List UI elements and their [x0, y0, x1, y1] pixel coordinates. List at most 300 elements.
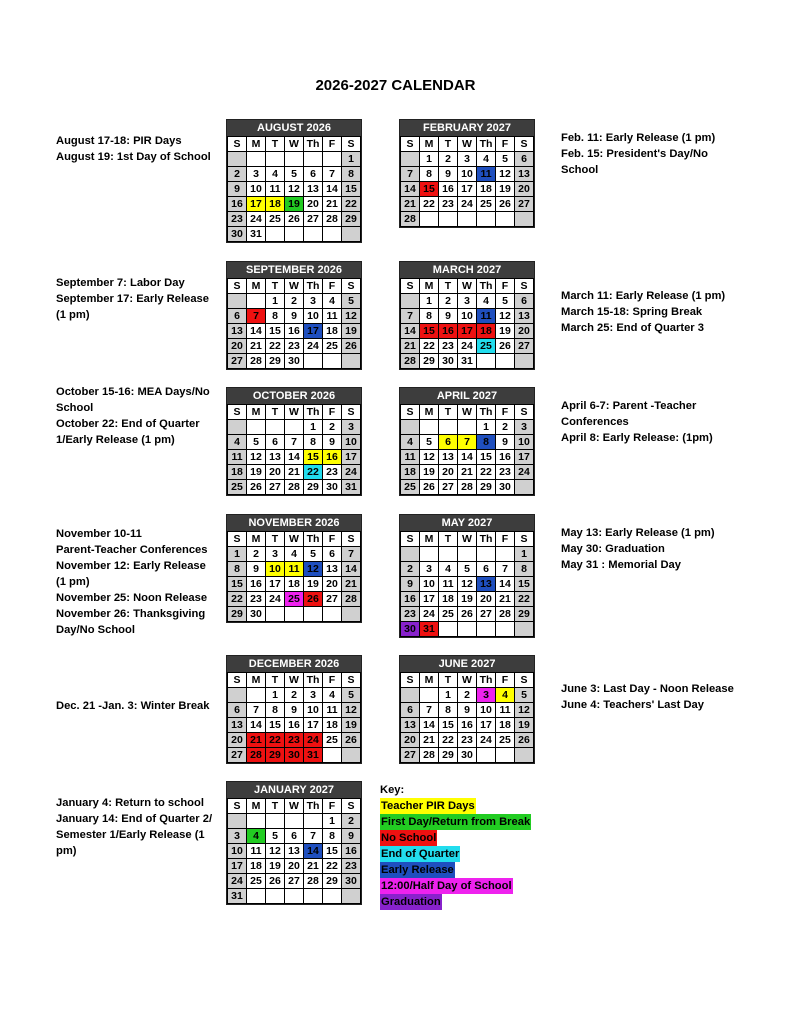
weekday-label: Th	[477, 405, 496, 420]
day-cell: 30	[247, 607, 266, 622]
weekday-label: F	[496, 532, 515, 547]
weekday-label: S	[342, 137, 361, 152]
day-cell: 4	[439, 562, 458, 577]
note-line: September 7: Labor Day	[56, 277, 185, 289]
weekday-label: S	[401, 673, 420, 688]
day-cell: 23	[247, 592, 266, 607]
day-cell: 25	[496, 733, 515, 748]
day-cell: 24	[458, 197, 477, 212]
empty-day-cell	[439, 547, 458, 562]
empty-day-cell	[515, 212, 534, 227]
day-cell: 5	[247, 435, 266, 450]
day-cell: 15	[323, 844, 342, 859]
day-cell: 30	[342, 874, 361, 889]
week-row	[228, 197, 361, 212]
empty-day-cell	[323, 607, 342, 622]
weekday-label: F	[323, 673, 342, 688]
day-cell: 28	[401, 354, 420, 369]
day-cell: 4	[228, 435, 247, 450]
week-row	[228, 309, 361, 324]
week-row	[228, 294, 361, 309]
day-cell: 21	[342, 577, 361, 592]
month-title: JUNE 2027	[400, 656, 534, 672]
day-cell: 17	[342, 450, 361, 465]
day-cell: 5	[304, 547, 323, 562]
month-title: AUGUST 2026	[227, 120, 361, 136]
month-title: OCTOBER 2026	[227, 388, 361, 404]
day-cell: 13	[401, 718, 420, 733]
empty-day-cell	[266, 889, 285, 904]
day-cell: 20	[477, 592, 496, 607]
weekday-label: T	[266, 279, 285, 294]
day-cell: 29	[266, 354, 285, 369]
empty-day-cell	[323, 354, 342, 369]
day-cell: 13	[323, 562, 342, 577]
weekday-label: F	[323, 137, 342, 152]
empty-day-cell	[515, 622, 534, 637]
day-cell: 23	[323, 465, 342, 480]
month-title: MAY 2027	[400, 515, 534, 531]
day-cell: 17	[458, 182, 477, 197]
legend-label: 12:00/Half Day of School	[381, 880, 512, 892]
day-cell: 21	[496, 592, 515, 607]
day-cell: 30	[285, 354, 304, 369]
day-cell: 6	[477, 562, 496, 577]
weekday-label: S	[515, 279, 534, 294]
day-cell: 20	[439, 465, 458, 480]
weekday-label: S	[401, 137, 420, 152]
day-cell: 16	[228, 197, 247, 212]
day-cell: 8	[304, 435, 323, 450]
month-grid	[400, 136, 534, 227]
day-cell: 21	[458, 465, 477, 480]
empty-day-cell	[304, 354, 323, 369]
day-cell: 11	[439, 577, 458, 592]
note-line: January 14: End of Quarter 2/	[56, 813, 213, 825]
day-cell: 4	[477, 152, 496, 167]
note-line: (1 pm)	[56, 309, 90, 321]
month-title: SEPTEMBER 2026	[227, 262, 361, 278]
empty-day-cell	[304, 227, 323, 242]
week-row	[401, 294, 534, 309]
day-cell: 22	[439, 733, 458, 748]
day-cell: 6	[228, 703, 247, 718]
weekday-label: T	[439, 137, 458, 152]
day-cell: 23	[496, 465, 515, 480]
weekday-label: Th	[304, 137, 323, 152]
day-cell: 3	[458, 152, 477, 167]
day-cell: 5	[285, 167, 304, 182]
day-cell: 20	[401, 733, 420, 748]
day-cell: 15	[304, 450, 323, 465]
note-line: November 12: Early Release	[56, 560, 206, 572]
day-cell: 19	[266, 859, 285, 874]
day-cell: 21	[285, 465, 304, 480]
weekday-label: F	[323, 532, 342, 547]
day-cell: 16	[496, 450, 515, 465]
day-cell: 1	[342, 152, 361, 167]
day-cell: 29	[477, 480, 496, 495]
empty-day-cell	[247, 420, 266, 435]
day-cell: 10	[420, 577, 439, 592]
note-line: March 25: End of Quarter 3	[561, 322, 704, 334]
day-cell: 8	[228, 562, 247, 577]
week-row	[401, 182, 534, 197]
day-cell: 21	[401, 339, 420, 354]
day-cell: 3	[304, 294, 323, 309]
day-cell: 23	[228, 212, 247, 227]
day-cell: 19	[420, 465, 439, 480]
day-cell: 22	[228, 592, 247, 607]
empty-day-cell	[401, 420, 420, 435]
month-grid	[400, 278, 534, 369]
day-cell: 11	[496, 703, 515, 718]
day-cell: 18	[323, 718, 342, 733]
day-cell: 24	[304, 733, 323, 748]
day-cell: 7	[304, 829, 323, 844]
empty-day-cell	[439, 622, 458, 637]
empty-day-cell	[247, 294, 266, 309]
empty-day-cell	[477, 547, 496, 562]
day-cell: 22	[323, 859, 342, 874]
weekday-header-row	[228, 137, 361, 152]
month-title: MARCH 2027	[400, 262, 534, 278]
empty-day-cell	[515, 354, 534, 369]
day-cell: 1	[515, 547, 534, 562]
empty-day-cell	[285, 889, 304, 904]
day-cell: 6	[401, 703, 420, 718]
weekday-label: W	[458, 532, 477, 547]
day-cell: 16	[458, 718, 477, 733]
day-cell: 14	[458, 450, 477, 465]
day-cell: 12	[420, 450, 439, 465]
day-cell: 13	[228, 718, 247, 733]
week-row	[401, 324, 534, 339]
day-cell: 2	[285, 688, 304, 703]
day-cell: 10	[342, 435, 361, 450]
weekday-label: S	[228, 137, 247, 152]
day-cell: 27	[477, 607, 496, 622]
day-cell: 17	[420, 592, 439, 607]
day-cell: 22	[266, 339, 285, 354]
day-cell: 21	[304, 859, 323, 874]
empty-day-cell	[477, 748, 496, 763]
day-cell: 12	[496, 309, 515, 324]
weekday-label: M	[247, 405, 266, 420]
empty-day-cell	[477, 622, 496, 637]
day-cell: 13	[304, 182, 323, 197]
day-cell: 27	[515, 339, 534, 354]
day-cell: 22	[342, 197, 361, 212]
day-cell: 24	[342, 465, 361, 480]
week-row	[228, 562, 361, 577]
day-cell: 2	[285, 294, 304, 309]
day-cell: 16	[247, 577, 266, 592]
empty-day-cell	[285, 152, 304, 167]
day-cell: 1	[420, 152, 439, 167]
weekday-label: T	[266, 137, 285, 152]
week-row	[228, 829, 361, 844]
empty-day-cell	[458, 420, 477, 435]
weekday-label: F	[496, 279, 515, 294]
day-cell: 30	[401, 622, 420, 637]
day-cell: 7	[496, 562, 515, 577]
day-cell: 20	[515, 324, 534, 339]
month-title: DECEMBER 2026	[227, 656, 361, 672]
note-line: 1/Early Release (1 pm)	[56, 434, 175, 446]
day-cell: 8	[266, 309, 285, 324]
day-cell: 14	[247, 324, 266, 339]
note-line: pm)	[56, 845, 77, 857]
note-line: August 17-18: PIR Days	[56, 135, 182, 147]
day-cell: 30	[323, 480, 342, 495]
notes-february	[561, 130, 715, 178]
day-cell: 17	[304, 718, 323, 733]
weekday-label: S	[515, 137, 534, 152]
day-cell: 15	[266, 324, 285, 339]
day-cell: 12	[342, 309, 361, 324]
day-cell: 18	[477, 182, 496, 197]
legend-item-no-school	[380, 830, 531, 846]
day-cell: 19	[496, 182, 515, 197]
note-line: September 17: Early Release	[56, 293, 209, 305]
day-cell: 15	[342, 182, 361, 197]
day-cell: 20	[285, 859, 304, 874]
legend-item-graduation	[380, 894, 531, 910]
week-row	[228, 465, 361, 480]
day-cell: 25	[323, 733, 342, 748]
day-cell: 28	[323, 212, 342, 227]
day-cell: 18	[439, 592, 458, 607]
weekday-header-row	[228, 532, 361, 547]
weekday-label: Th	[304, 673, 323, 688]
weekday-label: T	[266, 799, 285, 814]
day-cell: 30	[496, 480, 515, 495]
weekday-label: Th	[477, 532, 496, 547]
week-row	[401, 577, 534, 592]
day-cell: 8	[266, 703, 285, 718]
day-cell: 27	[439, 480, 458, 495]
day-cell: 16	[401, 592, 420, 607]
week-row	[401, 197, 534, 212]
day-cell: 11	[323, 703, 342, 718]
weekday-label: S	[342, 405, 361, 420]
day-cell: 30	[228, 227, 247, 242]
note-line: Semester 1/Early Release (1	[56, 829, 205, 841]
day-cell: 24	[477, 733, 496, 748]
day-cell: 4	[477, 294, 496, 309]
day-cell: 10	[266, 562, 285, 577]
note-line: School	[561, 164, 599, 176]
empty-day-cell	[228, 152, 247, 167]
day-cell: 22	[304, 465, 323, 480]
day-cell: 30	[439, 354, 458, 369]
empty-day-cell	[266, 227, 285, 242]
weekday-label: Th	[477, 137, 496, 152]
day-cell: 28	[458, 480, 477, 495]
weekday-header-row	[228, 673, 361, 688]
day-cell: 2	[401, 562, 420, 577]
empty-day-cell	[458, 622, 477, 637]
month-grid	[227, 404, 361, 495]
notes-june	[561, 681, 734, 713]
day-cell: 23	[401, 607, 420, 622]
empty-day-cell	[401, 547, 420, 562]
day-cell: 5	[342, 294, 361, 309]
calendar-october-2026	[226, 387, 362, 496]
empty-day-cell	[323, 227, 342, 242]
day-cell: 4	[285, 547, 304, 562]
day-cell: 4	[323, 688, 342, 703]
note-line: November 10-11	[56, 528, 142, 540]
legend-item-first-day	[380, 814, 531, 830]
legend-label: Graduation	[381, 896, 441, 908]
note-line: April 8: Early Release: (1pm)	[561, 432, 713, 444]
day-cell: 15	[420, 182, 439, 197]
day-cell: 26	[420, 480, 439, 495]
empty-day-cell	[420, 547, 439, 562]
day-cell: 12	[247, 450, 266, 465]
day-cell: 13	[439, 450, 458, 465]
weekday-label: M	[420, 279, 439, 294]
weekday-header-row	[401, 673, 534, 688]
weekday-label: M	[247, 279, 266, 294]
week-row	[228, 688, 361, 703]
weekday-label: T	[439, 279, 458, 294]
week-row	[228, 480, 361, 495]
day-cell: 11	[228, 450, 247, 465]
day-cell: 20	[266, 465, 285, 480]
weekday-label: M	[420, 532, 439, 547]
note-line: Feb. 15: President's Day/No	[561, 148, 708, 160]
empty-day-cell	[247, 814, 266, 829]
weekday-label: Th	[304, 799, 323, 814]
month-title: NOVEMBER 2026	[227, 515, 361, 531]
empty-day-cell	[285, 227, 304, 242]
day-cell: 19	[285, 197, 304, 212]
day-cell: 1	[266, 688, 285, 703]
month-grid	[400, 531, 534, 637]
week-row	[228, 814, 361, 829]
empty-day-cell	[342, 889, 361, 904]
note-line: March 11: Early Release (1 pm)	[561, 290, 726, 302]
empty-day-cell	[458, 547, 477, 562]
day-cell: 3	[304, 688, 323, 703]
day-cell: 1	[439, 688, 458, 703]
empty-day-cell	[496, 212, 515, 227]
week-row	[228, 435, 361, 450]
weekday-label: S	[228, 799, 247, 814]
day-cell: 10	[228, 844, 247, 859]
notes-september	[56, 275, 209, 323]
day-cell: 6	[515, 152, 534, 167]
month-grid	[227, 672, 361, 763]
day-cell: 27	[228, 748, 247, 763]
weekday-label: M	[247, 137, 266, 152]
empty-day-cell	[247, 688, 266, 703]
empty-day-cell	[439, 212, 458, 227]
week-row	[401, 212, 534, 227]
day-cell: 18	[477, 324, 496, 339]
day-cell: 14	[323, 182, 342, 197]
day-cell: 10	[458, 309, 477, 324]
week-row	[228, 339, 361, 354]
day-cell: 30	[458, 748, 477, 763]
day-cell: 27	[515, 197, 534, 212]
day-cell: 12	[515, 703, 534, 718]
week-row	[228, 748, 361, 763]
note-line: May 30: Graduation	[561, 543, 665, 555]
week-row	[401, 703, 534, 718]
day-cell: 2	[458, 688, 477, 703]
week-row	[401, 354, 534, 369]
day-cell: 5	[515, 688, 534, 703]
week-row	[401, 592, 534, 607]
day-cell: 15	[439, 718, 458, 733]
day-cell: 17	[247, 197, 266, 212]
weekday-label: T	[266, 532, 285, 547]
day-cell: 4	[266, 167, 285, 182]
day-cell: 18	[228, 465, 247, 480]
weekday-label: F	[496, 673, 515, 688]
empty-day-cell	[496, 622, 515, 637]
empty-day-cell	[228, 420, 247, 435]
day-cell: 6	[228, 309, 247, 324]
day-cell: 29	[515, 607, 534, 622]
empty-day-cell	[266, 420, 285, 435]
weekday-header-row	[228, 279, 361, 294]
day-cell: 11	[247, 844, 266, 859]
day-cell: 3	[515, 420, 534, 435]
notes-march	[561, 288, 725, 336]
empty-day-cell	[285, 814, 304, 829]
day-cell: 22	[420, 197, 439, 212]
day-cell: 9	[401, 577, 420, 592]
weekday-label: F	[323, 405, 342, 420]
day-cell: 2	[323, 420, 342, 435]
day-cell: 23	[439, 339, 458, 354]
day-cell: 4	[247, 829, 266, 844]
weekday-label: S	[228, 532, 247, 547]
week-row	[228, 718, 361, 733]
day-cell: 21	[247, 733, 266, 748]
legend-label: End of Quarter	[381, 848, 460, 860]
week-row	[401, 339, 534, 354]
empty-day-cell	[477, 354, 496, 369]
day-cell: 7	[401, 309, 420, 324]
day-cell: 9	[458, 703, 477, 718]
day-cell: 2	[439, 152, 458, 167]
week-row	[228, 844, 361, 859]
day-cell: 21	[247, 339, 266, 354]
day-cell: 28	[247, 354, 266, 369]
day-cell: 2	[228, 167, 247, 182]
day-cell: 28	[420, 748, 439, 763]
day-cell: 25	[401, 480, 420, 495]
day-cell: 2	[247, 547, 266, 562]
day-cell: 22	[420, 339, 439, 354]
week-row	[401, 309, 534, 324]
weekday-label: W	[285, 673, 304, 688]
weekday-header-row	[228, 799, 361, 814]
day-cell: 6	[323, 547, 342, 562]
month-title: FEBRUARY 2027	[400, 120, 534, 136]
day-cell: 7	[323, 167, 342, 182]
day-cell: 6	[304, 167, 323, 182]
weekday-label: Th	[304, 405, 323, 420]
note-line: March 15-18: Spring Break	[561, 306, 703, 318]
day-cell: 7	[247, 703, 266, 718]
